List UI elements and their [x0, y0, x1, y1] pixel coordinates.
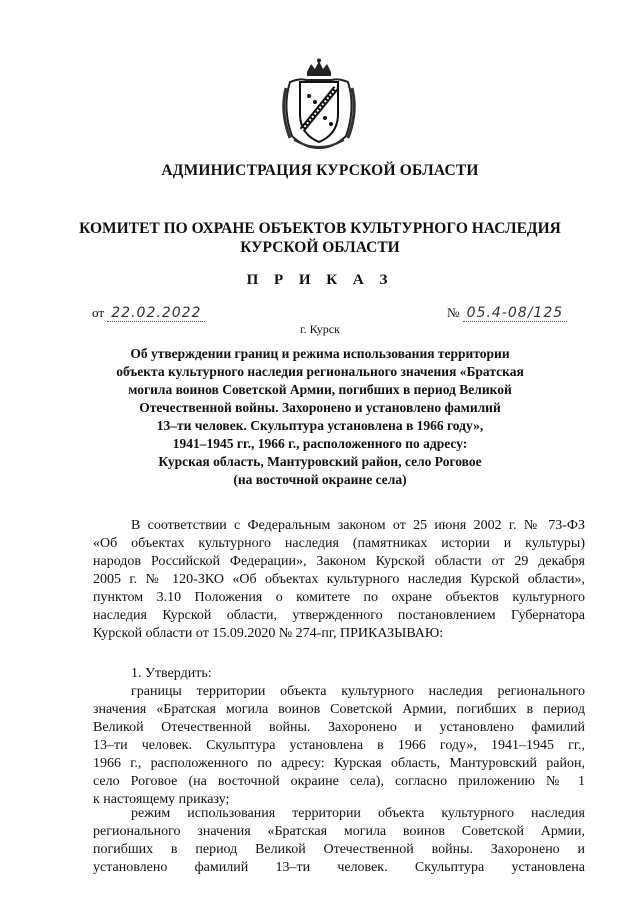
body-line: наследия Курской области, утвержденного постановлением Губернатора	[93, 608, 585, 623]
body-line: пунктом 3.10 Положения о комитете по охране объектов культурного	[93, 590, 585, 605]
committee-line-2: КУРСКОЙ ОБЛАСТИ	[240, 239, 400, 256]
body-line: «Об объектах культурного наследия (памятниках истории и культуры)	[93, 536, 585, 551]
title-line: Курская область, Мантуровский район, село Роговое	[158, 454, 482, 469]
title-line: (на восточной окраине села)	[233, 472, 407, 487]
date-field	[92, 305, 205, 322]
item-1-heading	[93, 665, 585, 683]
body-line: значения «Братская могила воинов Советской Армии, погибших в период	[93, 702, 585, 717]
body-line: регионального значения «Братская могила воинов Советской Армии,	[93, 824, 585, 839]
date-prefix: от	[92, 305, 105, 320]
administration-heading: АДМИНИСТРАЦИЯ КУРСКОЙ ОБЛАСТИ	[161, 162, 479, 179]
title-line: Об утверждении границ и режима использования территории	[130, 346, 510, 361]
document-title	[100, 345, 540, 489]
body-line: 2005 г. № 120-ЗКО «Об объектах культурного наследия Курской области»,	[93, 572, 585, 587]
body-line: 1. Утвердить:	[131, 666, 212, 681]
preamble-paragraph	[93, 517, 585, 643]
body-line: Курской области от 15.09.2020 № 274-пг, ПРИКАЗЫВАЮ:	[93, 626, 444, 641]
item-1a-paragraph	[93, 683, 585, 809]
city-label: г. Курск	[300, 322, 340, 336]
body-line: установлено фамилий 13–ти человек. Скульптура установлена	[93, 860, 585, 875]
document-type: П Р И К А З	[246, 272, 394, 288]
body-line: В соответствии с Федеральным законом от 25 июня 2002 г. № 73-ФЗ	[131, 518, 585, 533]
body-line: погибших в период Великой Отечественной войны. Захоронено и	[93, 842, 585, 857]
number-value: 05.4-08/125	[463, 305, 567, 322]
committee-line-1: КОМИТЕТ ПО ОХРАНЕ ОБЪЕКТОВ КУЛЬТУРНОГО НАСЛЕДИЯ	[79, 220, 561, 237]
body-line: границы территории объекта культурного наследия регионального	[131, 684, 585, 699]
title-line: могила воинов Советской Армии, погибших в период Великой	[128, 382, 512, 397]
number-field	[447, 305, 567, 322]
title-line: 13–ти человек. Скульптура установлена в 1966 году»,	[156, 418, 484, 433]
coat-of-arms-emblem	[280, 58, 358, 150]
body-line: к настоящему приказу;	[93, 792, 230, 807]
body-line: 13–ти человек. Скульптура установлена в 1966 году», 1941–1945 гг.,	[93, 738, 585, 753]
number-prefix: №	[447, 305, 460, 320]
title-line: объекта культурного наследия регионального значения «Братская	[116, 364, 524, 379]
body-line: 1966 г., расположенного по адресу: Курская область, Мантуровский район,	[93, 756, 585, 771]
body-line: режим использования территории объекта культурного наследия	[131, 806, 585, 821]
committee-heading	[0, 219, 640, 257]
body-line: народов Российской Федерации», Законом Курской области от 29 декабря	[93, 554, 585, 569]
item-1b-paragraph	[93, 805, 585, 877]
body-line: село Роговое (на восточной окраине села), согласно приложению № 1	[93, 774, 585, 789]
date-value: 22.02.2022	[107, 305, 205, 322]
body-line: Великой Отечественной войны. Захоронено и установлено фамилий	[93, 720, 585, 735]
title-line: 1941–1945 гг., 1966 г., расположенного по адресу:	[172, 436, 468, 451]
title-line: Отечественной войны. Захоронено и установлено фамилий	[139, 400, 501, 415]
